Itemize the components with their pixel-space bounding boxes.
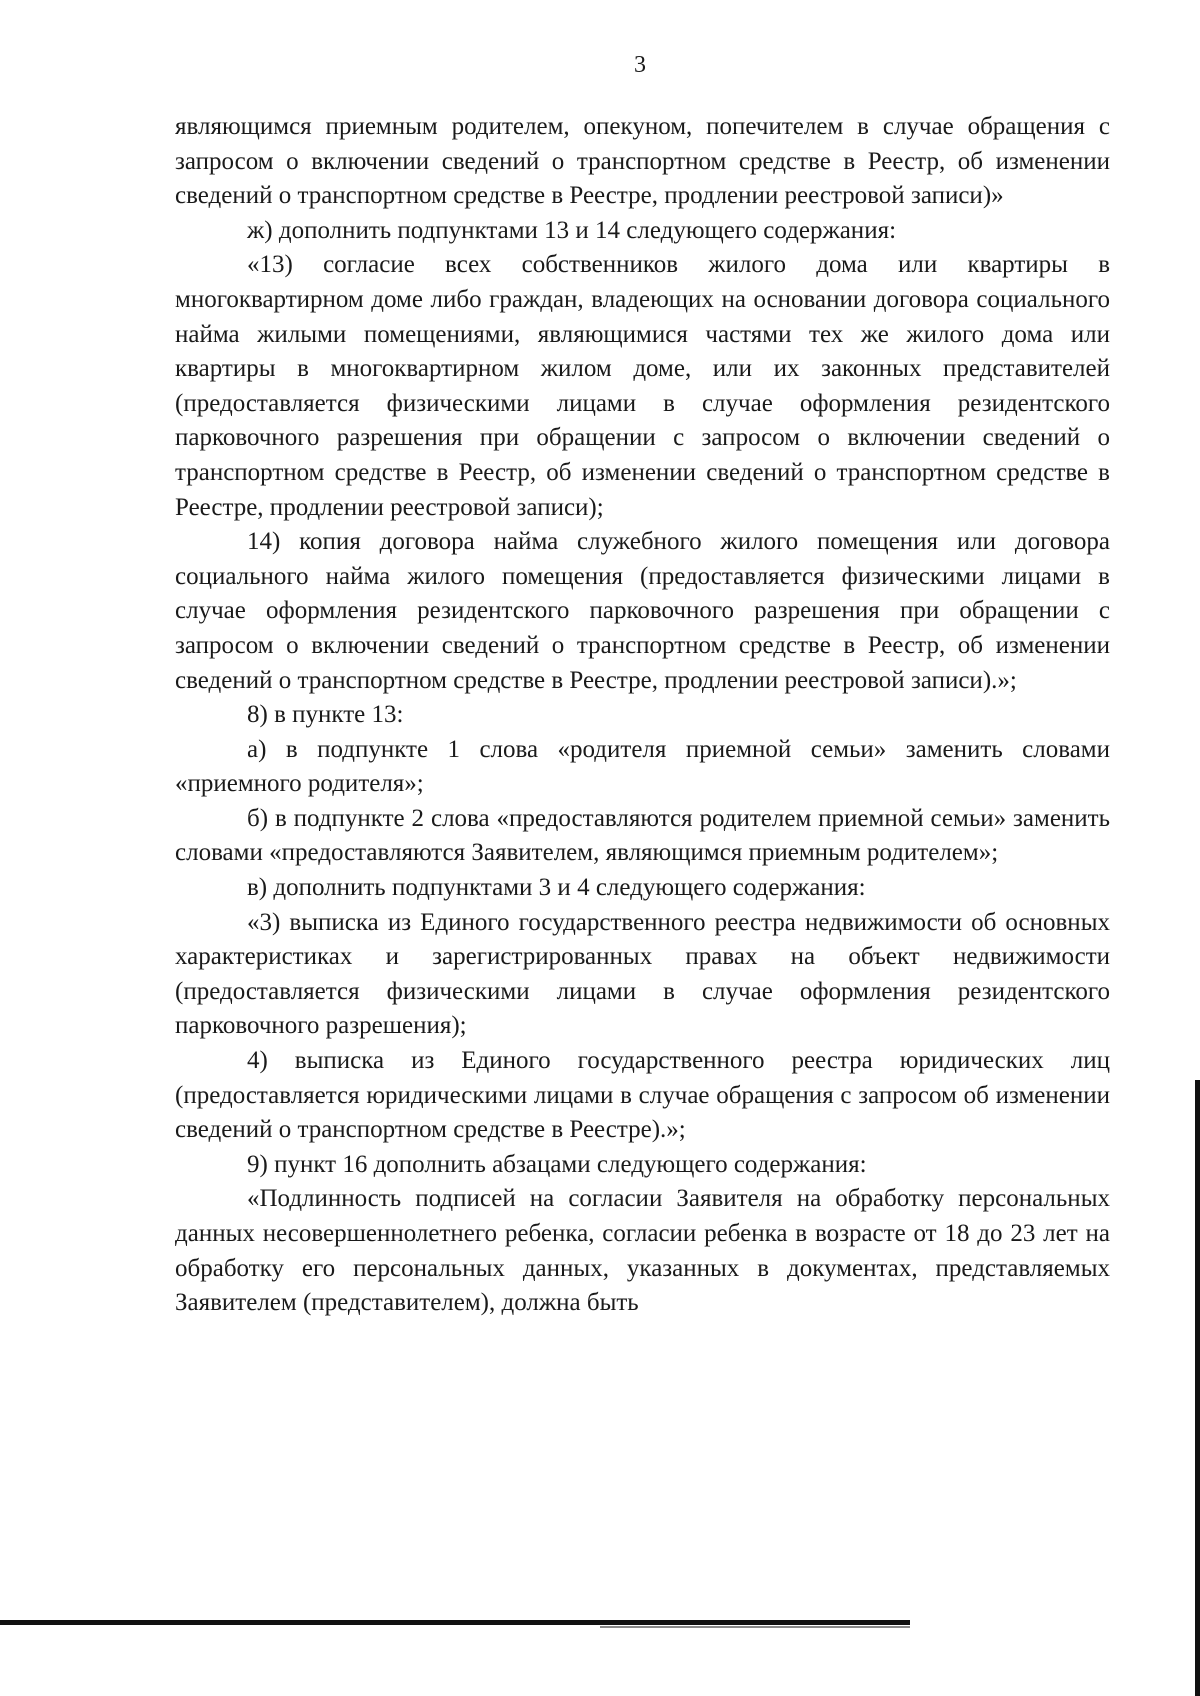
paragraph-item-9: 9) пункт 16 дополнить абзацами следующего содержания: bbox=[247, 1150, 867, 1178]
scan-edge-right bbox=[1195, 1080, 1200, 1696]
paragraph-subitem-v: в) дополнить подпунктами 3 и 4 следующего содержания: bbox=[247, 874, 866, 902]
scan-edge-bottom-shadow bbox=[600, 1626, 910, 1628]
paragraph-subitem-14: 14) копия договора найма служебного жилого помещения или договора социального найма жилого помещения (предоставляется физическими лицами в случае оформления резидентского парковочного разрешения при обращении с запросом о включении сведений о транспортном средстве в Реестр, об изменении сведений о транспортном средстве в Реестре, продлении реестровой записи).»; bbox=[175, 528, 1110, 694]
paragraph-subitem-13: «13) согласие всех собственников жилого дома или квартиры в многоквартирном доме либо граждан, владеющих на основании договора социального найма жилыми помещениями, являющимися частями тех же жилого дома или квартиры в многоквартирном жилом доме, или их законных представителей (предоставляется физическими лицами в случае оформления резидентского парковочного разрешения при обращении с запросом о включении сведений о транспортном средстве в Реестр, об изменении сведений о транспортном средстве в Реестре, продлении реестровой записи); bbox=[175, 251, 1110, 521]
paragraph-continuation: являющимся приемным родителем, опекуном, попечителем в случае обращения с запросом о включении сведений о транспортном средстве в Реестр, об изменении сведений о транспортном средстве в Реестре, продлении реестровой записи)» bbox=[175, 113, 1110, 210]
page-number: 3 bbox=[634, 52, 646, 78]
paragraph-subitem-a: а) в подпункте 1 слова «родителя приемной семьи» заменить словами «приемного родителя»; bbox=[175, 735, 1110, 798]
scan-edge-bottom bbox=[0, 1620, 910, 1625]
paragraph-subitem-b: б) в подпункте 2 слова «предоставляются родителем приемной семьи» заменить словами «предоставляются Заявителем, являющимся приемным родителем»; bbox=[175, 804, 1110, 867]
document-body bbox=[175, 110, 1110, 1321]
paragraph-subitem-3: «3) выписка из Единого государственного реестра недвижимости об основных характеристиках и зарегистрированных правах на объект недвижимости (предоставляется физическими лицами в случае оформления резидентского парковочного разрешения); bbox=[175, 908, 1110, 1040]
paragraph-subitem-4: 4) выписка из Единого государственного реестра юридических лиц (предоставляется юридическими лицами в случае обращения с запросом об изменении сведений о транспортном средстве в Реестре).»; bbox=[175, 1047, 1110, 1144]
paragraph-subitem-zh: ж) дополнить подпунктами 13 и 14 следующего содержания: bbox=[247, 216, 897, 244]
paragraph-item-8: 8) в пункте 13: bbox=[247, 701, 404, 729]
paragraph-authenticity: «Подлинность подписей на согласии Заявителя на обработку персональных данных несовершеннолетнего ребенка, согласии ребенка в возрасте от 18 до 23 лет на обработку его персональных данных, указанных в документах, представляемых Заявителем (представителем), должна быть bbox=[175, 1185, 1110, 1317]
